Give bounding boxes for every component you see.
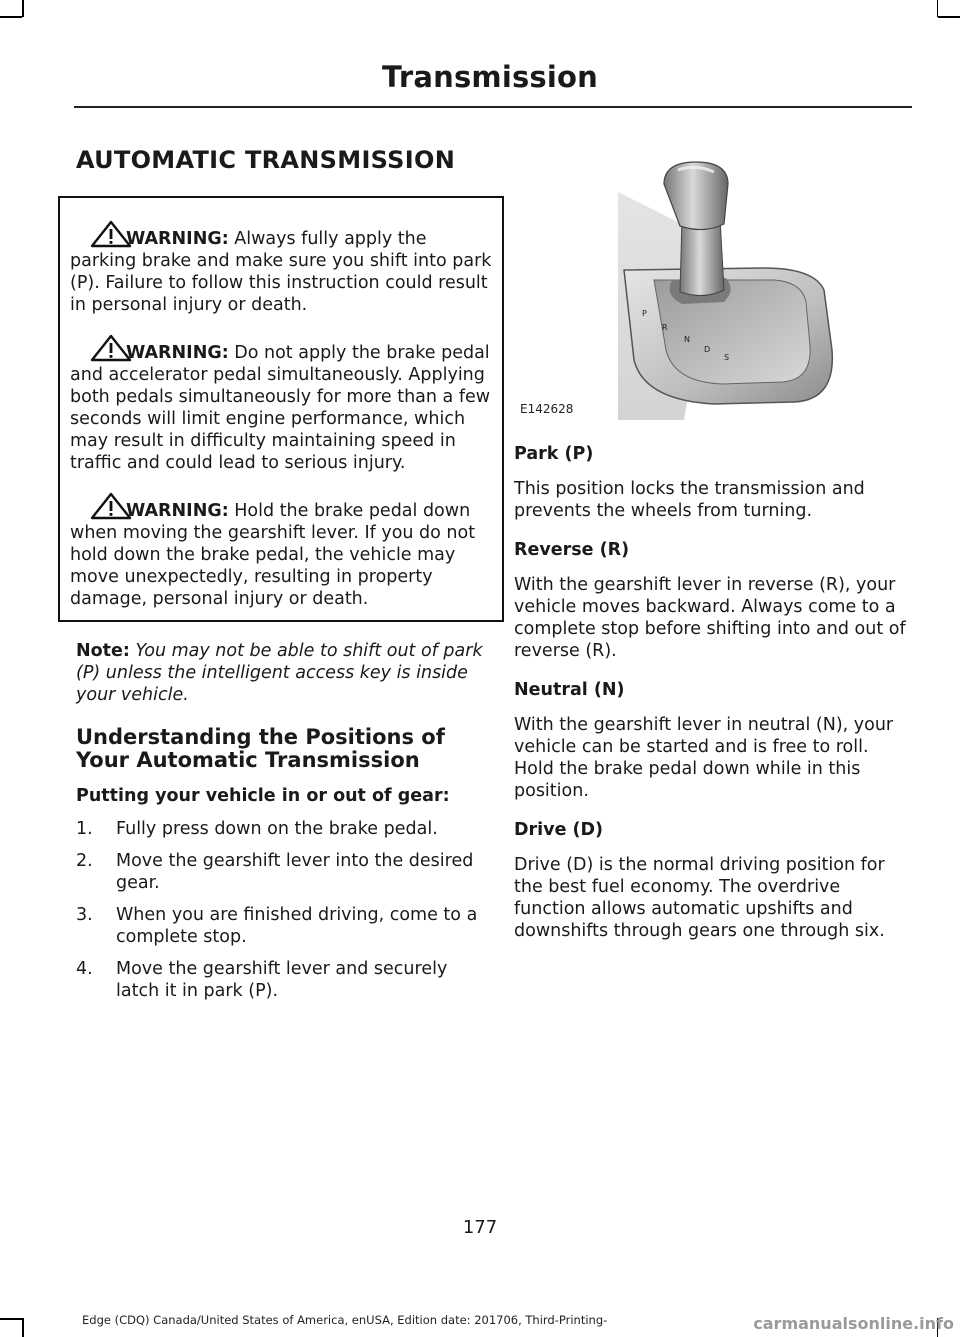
gear-title-reverse: Reverse (R) xyxy=(514,540,630,560)
crop-mark xyxy=(937,0,939,17)
warning-1 xyxy=(70,228,494,316)
warning-triangle-icon xyxy=(90,334,132,362)
warning-box xyxy=(58,196,504,622)
gearshift-illustration xyxy=(514,150,912,420)
list-item xyxy=(76,850,484,894)
gate-letter: D xyxy=(704,345,711,354)
warning-text: Always fully apply the parking brake and make sure you shift into park (P). Failure to follow this instruction could result in personal injury or death. xyxy=(70,229,492,315)
step-number: 4. xyxy=(76,959,93,979)
gear-text-reverse: With the gearshift lever in reverse (R), your vehicle moves backward. Always come to a complete stop before shifting into and out of reverse (R). xyxy=(514,575,906,661)
step-text: When you are finished driving, come to a complete stop. xyxy=(116,905,478,947)
figure-code: E142628 xyxy=(520,402,574,416)
gear-title-neutral: Neutral (N) xyxy=(514,680,625,700)
page-number: 177 xyxy=(462,1217,498,1238)
gate-letter: S xyxy=(724,353,730,362)
section-title: AUTOMATIC TRANSMISSION xyxy=(76,146,456,174)
crop-mark xyxy=(22,1318,24,1337)
step-text: Move the gearshift lever and securely latch it in park (P). xyxy=(116,959,448,1001)
left-column xyxy=(70,146,492,1012)
step-number: 3. xyxy=(76,905,93,925)
steps-lead: Putting your vehicle in or out of gear: xyxy=(76,786,450,806)
right-column xyxy=(514,150,912,960)
warning-label: WARNING: xyxy=(126,229,229,249)
page-header-title: Transmission xyxy=(382,60,598,94)
watermark: carmanualsonline.info xyxy=(753,1314,954,1333)
step-number: 2. xyxy=(76,851,93,871)
list-item xyxy=(76,818,484,840)
subsection-title: Understanding the Positions of Your Automatic Transmission xyxy=(76,725,445,772)
step-text: Fully press down on the brake pedal. xyxy=(116,819,438,839)
steps-list xyxy=(76,818,484,1002)
step-text: Move the gearshift lever into the desired gear. xyxy=(116,851,474,893)
warning-text: Do not apply the brake pedal and accelerator pedal simultaneously. Applying both pedals simultaneously for more than a few seconds will limit engine performance, which may result in difficulty maintaining speed in traffic and could lead to serious injury. xyxy=(70,343,491,473)
gear-title-drive: Drive (D) xyxy=(514,820,604,840)
list-item xyxy=(76,958,484,1002)
warning-label: WARNING: xyxy=(126,343,229,363)
footer-text: Edge (CDQ) Canada/United States of America, enUSA, Edition date: 201706, Third-Printing- xyxy=(82,1313,608,1327)
gate-letter: P xyxy=(642,309,647,318)
header-rule xyxy=(74,106,912,108)
warning-label: WARNING: xyxy=(126,501,229,521)
note xyxy=(76,640,484,706)
warning-triangle-icon xyxy=(90,220,132,248)
step-number: 1. xyxy=(76,819,93,839)
gate-letter: R xyxy=(662,323,668,332)
gear-title-park: Park (P) xyxy=(514,444,594,464)
gear-text-neutral: With the gearshift lever in neutral (N), your vehicle can be started and is free to roll. Hold the brake pedal down while in this position. xyxy=(514,715,894,801)
crop-mark xyxy=(0,16,22,18)
crop-mark xyxy=(0,1318,22,1320)
gear-text-drive: Drive (D) is the normal driving position for the best fuel economy. The overdrive function allows automatic upshifts and downshifts through gears one through six. xyxy=(514,855,885,941)
gate-letter: N xyxy=(684,335,690,344)
gearshift-figure xyxy=(514,150,912,420)
crop-mark xyxy=(22,0,24,17)
list-item xyxy=(76,904,484,948)
warning-2 xyxy=(70,342,494,474)
gear-text-park: This position locks the transmission and prevents the wheels from turning. xyxy=(514,479,865,521)
warning-text: Hold the brake pedal down when moving the gearshift lever. If you do not hold down the brake pedal, the vehicle may move unexpectedly, resulting in property damage, personal injury or death. xyxy=(70,501,476,609)
warning-3 xyxy=(70,500,494,610)
note-label: Note: xyxy=(76,641,130,661)
warning-triangle-icon xyxy=(90,492,132,520)
crop-mark xyxy=(938,16,960,18)
note-text: You may not be able to shift out of park (P) unless the intelligent access key is inside your vehicle. xyxy=(76,641,483,705)
